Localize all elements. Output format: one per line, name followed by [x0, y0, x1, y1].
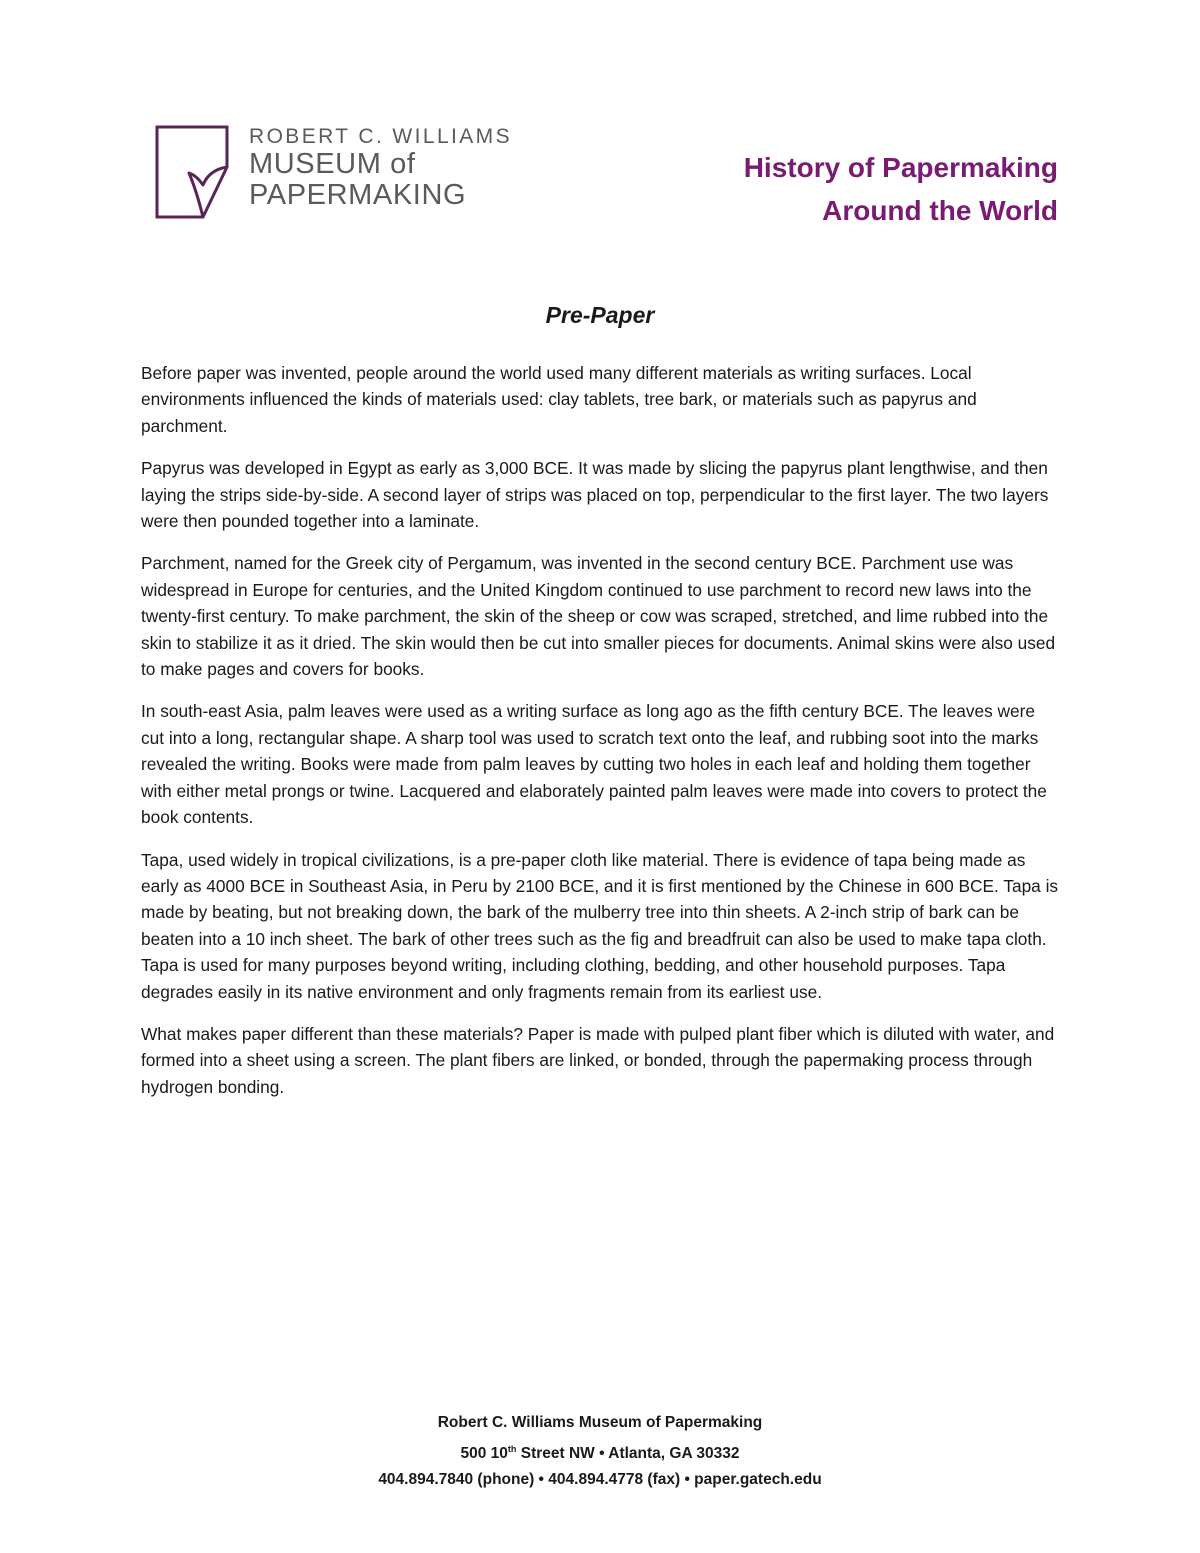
footer-address-suffix: th — [507, 1444, 517, 1454]
logo-line-robert: ROBERT C. WILLIAMS — [249, 125, 512, 148]
footer-address-number: 500 10 — [460, 1445, 508, 1463]
footer-museum-name: Robert C. Williams Museum of Papermaking — [437, 1414, 763, 1431]
document-title — [744, 146, 1058, 232]
title-line-2: Around the World — [822, 195, 1058, 226]
paragraph-papyrus: Papyrus was developed in Egypt as early as 3,000 BCE. It was made by slicing the papyrus plant lengthwise, and then laying the strips side-by-side. A second layer of strips was placed on top, perpendicular to the first layer. The two layers were then pounded together into a laminate. — [141, 458, 1049, 532]
footer-address-rest: Street NW • Atlanta, GA 30332 — [516, 1445, 740, 1463]
logo-wordmark — [249, 125, 512, 211]
folded-paper-icon — [155, 125, 235, 220]
paragraph-parchment: Parchment, named for the Greek city of Pergamum, was invented in the second century BCE. Parchment use was widespread in Europe for centuries, and the United Kingdom continued to use parchment to record new laws into the twenty-first century. To make parchment, the skin of the sheep or cow was scraped, stretched, and lime rubbed into the skin to stabilize it as it dried. The skin would then be cut into smaller pieces for documents. Animal skins were also used to make pages and covers for books. — [141, 553, 1056, 680]
title-line-1: History of Papermaking — [743, 152, 1058, 183]
museum-logo — [155, 125, 515, 220]
footer-address — [0, 1436, 1200, 1467]
section-heading: Pre-Paper — [545, 302, 655, 328]
logo-line-museum: MUSEUM of — [249, 148, 416, 180]
paragraph-tapa: Tapa, used widely in tropical civilizations, is a pre-paper cloth like material. There is evidence of tapa being made as early as 4000 BCE in Southeast Asia, in Peru by 2100 BCE, and it is first mentioned by the Chinese in 600 BCE. Tapa is made by beating, but not breaking down, the bark of the mulberry tree into thin sheets. A 2-inch strip of bark can be beaten into a 10 inch sheet. The bark of other trees such as the fig and breadfruit can also be used to make tapa cloth. Tapa is used for many purposes beyond writing, including clothing, bedding, and other household purposes. Tapa degrades easily in its native environment and only fragments remain from its earliest use. — [141, 849, 1059, 1002]
footer-contact: 404.894.7840 (phone) • 404.894.4778 (fax) • paper.gatech.edu — [378, 1471, 822, 1489]
logo-line-papermaking: PAPERMAKING — [249, 179, 467, 211]
body-text — [141, 360, 1061, 1116]
paragraph-palm-leaves: In south-east Asia, palm leaves were used as a writing surface as long ago as the fifth century BCE. The leaves were cut into a long, rectangular shape. A sharp tool was used to scratch text onto the leaf, and rubbing soot into the marks revealed the writing. Books were made from palm leaves by cutting two holes in each leaf and holding them together with either metal prongs or twine. Lacquered and elaborately painted palm leaves were made into covers to protect the book contents. — [141, 701, 1047, 828]
paragraph-intro: Before paper was invented, people around the world used many different materials as writing surfaces. Local environments influenced the kinds of materials used: clay tablets, tree bark, or materials such as papyrus and parchment. — [141, 363, 977, 436]
footer — [0, 1410, 1200, 1493]
paragraph-paper: What makes paper different than these materials? Paper is made with pulped plant fiber which is diluted with water, and formed into a sheet using a screen. The plant fibers are linked, or bonded, through the papermaking process through hydrogen bonding. — [141, 1023, 1055, 1097]
